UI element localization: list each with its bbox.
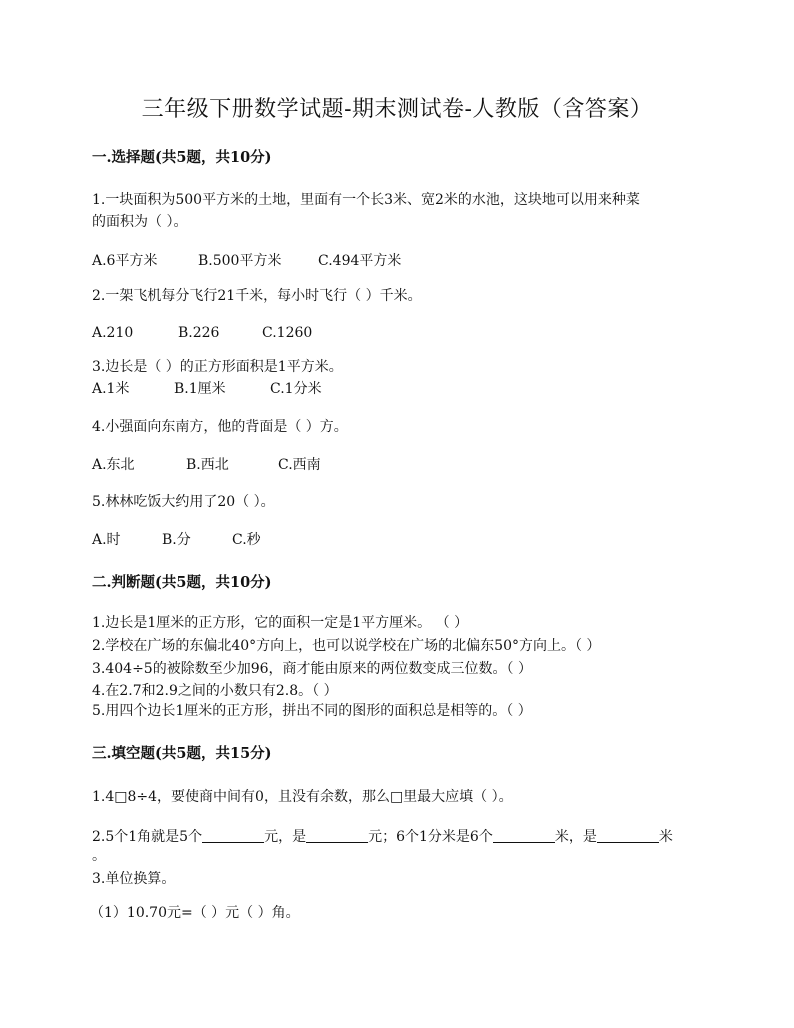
answer-blank[interactable] <box>597 828 659 843</box>
section-heading-judge: 二.判断题(共5题，共10分) <box>92 574 272 591</box>
choice-q5-option-c: C.秒 <box>232 532 261 548</box>
section-heading-fill: 三.填空题(共5题，共15分) <box>92 745 272 762</box>
section-heading-choice: 一.选择题(共5题，共10分) <box>92 149 272 166</box>
judge-item: 2.学校在广场的东偏北40°方向上，也可以说学校在广场的北偏东50°方向上。（ ） <box>92 638 601 654</box>
fill-q2-part: 米 <box>658 829 673 845</box>
answer-blank[interactable] <box>493 828 555 843</box>
fill-q3-text: 3.单位换算。 <box>92 871 176 887</box>
page-title: 三年级下册数学试题-期末测试卷-人教版（含答案） <box>141 97 653 122</box>
fill-q2-part: 2.5个1角就是5个 <box>92 829 203 845</box>
choice-q5-options <box>92 530 261 550</box>
fill-q1-text: 1.4□8÷4，要使商中间有0，且没有余数，那么□里最大应填（ ）。 <box>92 789 513 805</box>
choice-q5-option-b: B.分 <box>162 532 191 548</box>
choice-q1-text-line2: 的面积为（ ）。 <box>92 214 188 230</box>
fill-q3-sub1: （1）10.70元=（ ）元（ ）角。 <box>90 905 300 921</box>
choice-q3-options <box>92 379 322 399</box>
choice-q4-option-c: C.西南 <box>278 457 321 473</box>
choice-q4-option-a: A.东北 <box>92 457 135 473</box>
judge-item: 5.用四个边长1厘米的正方形，拼出不同的图形的面积总是相等的。（ ） <box>92 703 532 719</box>
judge-item: 1.边长是1厘米的正方形，它的面积一定是1平方厘米。 （ ） <box>92 615 469 631</box>
choice-q2-option-b: B.226 <box>178 325 220 341</box>
fill-q2-text <box>92 827 673 847</box>
fill-q2-part: 元；6个1分米是6个 <box>368 829 493 845</box>
answer-blank[interactable] <box>306 828 368 843</box>
choice-q2-options <box>92 323 312 343</box>
choice-q5-option-a: A.时 <box>92 532 121 548</box>
choice-q1-text-line1: 1.一块面积为500平方米的土地，里面有一个长3米、宽2米的水池，这块地可以用来种菜 <box>92 192 640 208</box>
choice-q4-options <box>92 455 321 475</box>
answer-blank[interactable] <box>202 828 264 843</box>
choice-q2-text: 2.一架飞机每分飞行21千米，每小时飞行（ ）千米。 <box>92 288 422 304</box>
choice-q1-option-a: A.6平方米 <box>92 253 158 269</box>
choice-q1-option-b: B.500平方米 <box>198 253 282 269</box>
fill-q2-part: 元，是 <box>264 829 307 845</box>
choice-q3-option-b: B.1厘米 <box>174 381 226 397</box>
fill-q2-end: 。 <box>92 848 106 864</box>
judge-item: 4.在2.7和2.9之间的小数只有2.8。（ ） <box>92 683 338 699</box>
judge-item: 3.404÷5的被除数至少加96，商才能由原来的两位数变成三位数。（ ） <box>92 661 532 677</box>
choice-q1-option-c: C.494平方米 <box>318 253 402 269</box>
fill-q2-part: 米，是 <box>554 829 597 845</box>
choice-q2-option-c: C.1260 <box>262 325 313 341</box>
choice-q2-option-a: A.210 <box>92 325 134 341</box>
choice-q3-option-a: A.1米 <box>92 381 130 397</box>
choice-q1-options <box>92 251 401 271</box>
choice-q3-option-c: C.1分米 <box>270 381 322 397</box>
choice-q5-text: 5.林林吃饭大约用了20（ ）。 <box>92 494 275 510</box>
choice-q4-text: 4.小强面向东南方，他的背面是（ ）方。 <box>92 419 348 435</box>
choice-q3-text: 3.边长是（ ）的正方形面积是1平方米。 <box>92 359 343 375</box>
choice-q4-option-b: B.西北 <box>186 457 229 473</box>
